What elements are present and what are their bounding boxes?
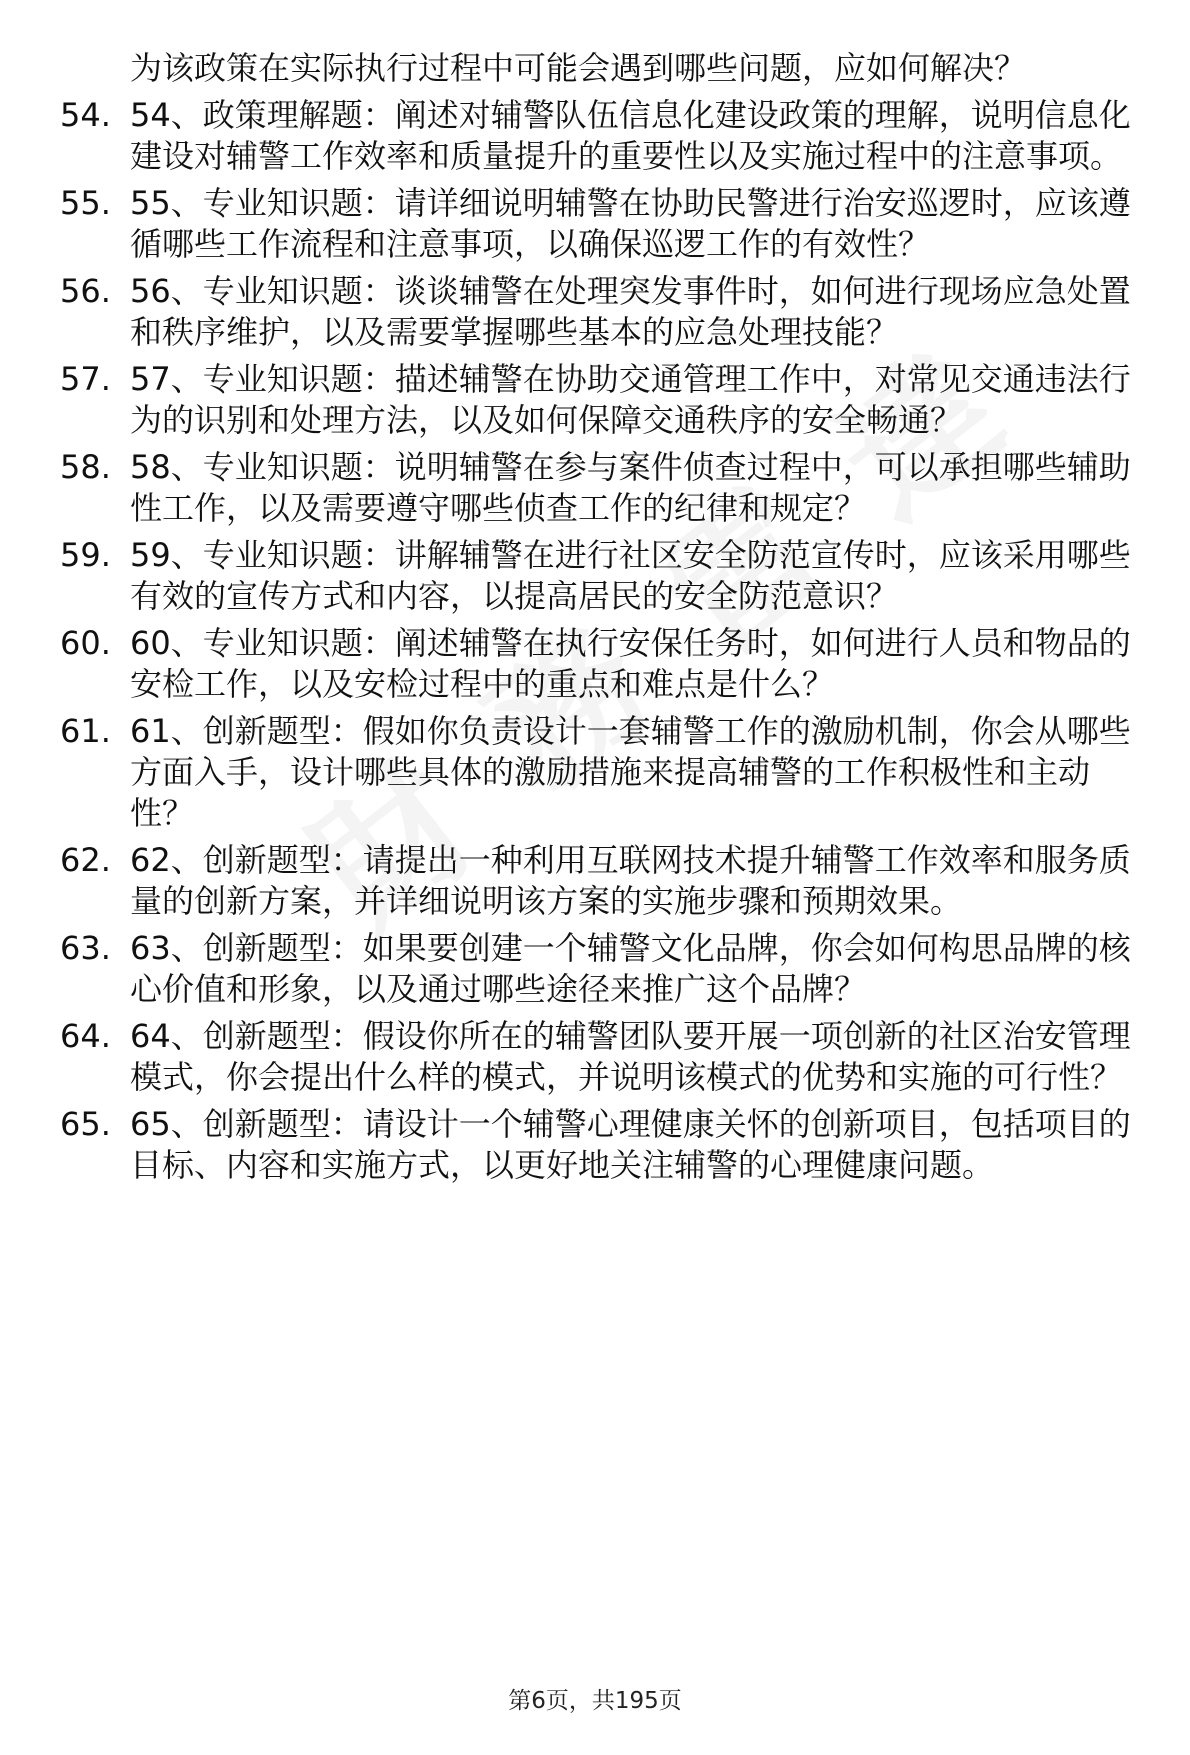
list-item <box>60 271 1152 353</box>
list-item <box>60 535 1152 617</box>
item-number: 54. <box>60 96 111 134</box>
list-item <box>60 711 1152 834</box>
item-text: 61、创新题型：假如你负责设计一套辅警工作的激励机制，你会从哪些方面入手，设计哪些具体的激励措施来提高辅警的工作积极性和主动性？ <box>130 712 1131 832</box>
item-text: 62、创新题型：请提出一种利用互联网技术提升辅警工作效率和服务质量的创新方案，并详细说明该方案的实施步骤和预期效果。 <box>130 841 1131 920</box>
item-text: 60、专业知识题：阐述辅警在执行安保任务时，如何进行人员和物品的安检工作，以及安检过程中的重点和难点是什么？ <box>130 624 1131 703</box>
item-text: 65、创新题型：请设计一个辅警心理健康关怀的创新项目，包括项目的目标、内容和实施方式，以更好地关注辅警的心理健康问题。 <box>130 1105 1131 1184</box>
item-text: 64、创新题型：假设你所在的辅警团队要开展一项创新的社区治安管理模式，你会提出什么样的模式，并说明该模式的优势和实施的可行性？ <box>130 1017 1131 1096</box>
continuation-text: 为该政策在实际执行过程中可能会遇到哪些问题，应如何解决？ <box>130 49 1027 87</box>
item-number: 58. <box>60 448 111 486</box>
list-item <box>60 183 1152 265</box>
item-number: 65. <box>60 1105 111 1143</box>
item-text: 55、专业知识题：请详细说明辅警在协助民警进行治安巡逻时，应该遵循哪些工作流程和注意事项，以确保巡逻工作的有效性？ <box>130 184 1131 263</box>
item-number: 61. <box>60 712 111 750</box>
item-text: 59、专业知识题：讲解辅警在进行社区安全防范宣传时，应该采用哪些有效的宣传方式和内容，以提高居民的安全防范意识？ <box>130 536 1131 615</box>
item-text: 54、政策理解题：阐述对辅警队伍信息化建设政策的理解，说明信息化建设对辅警工作效率和质量提升的重要性以及实施过程中的注意事项。 <box>130 96 1131 175</box>
list-item <box>60 928 1152 1010</box>
list-item <box>60 1104 1152 1186</box>
item-number: 57. <box>60 360 111 398</box>
item-number: 60. <box>60 624 111 662</box>
item-text: 56、专业知识题：谈谈辅警在处理突发事件时，如何进行现场应急处置和秩序维护，以及需要掌握哪些基本的应急处理技能？ <box>130 272 1131 351</box>
item-text: 57、专业知识题：描述辅警在协助交通管理工作中，对常见交通违法行为的识别和处理方法，以及如何保障交通秩序的安全畅通？ <box>130 360 1131 439</box>
item-number: 59. <box>60 536 111 574</box>
item-number: 56. <box>60 272 111 310</box>
list-item <box>60 95 1152 177</box>
item-number: 62. <box>60 841 111 879</box>
list-item <box>60 359 1152 441</box>
list-item <box>60 1016 1152 1098</box>
item-text: 58、专业知识题：说明辅警在参与案件侦查过程中，可以承担哪些辅助性工作，以及需要遵守哪些侦查工作的纪律和规定？ <box>130 448 1131 527</box>
item-number: 63. <box>60 929 111 967</box>
list-item <box>60 623 1152 705</box>
page-footer: 第6页，共195页 <box>508 1688 682 1714</box>
item-number: 64. <box>60 1017 111 1055</box>
item-number: 55. <box>60 184 111 222</box>
list-item <box>60 840 1152 922</box>
item-text: 63、创新题型：如果要创建一个辅警文化品牌，你会如何构思品牌的核心价值和形象，以及通过哪些途径来推广这个品牌？ <box>130 929 1131 1008</box>
list-item <box>60 447 1152 529</box>
document-body <box>60 48 1152 1192</box>
